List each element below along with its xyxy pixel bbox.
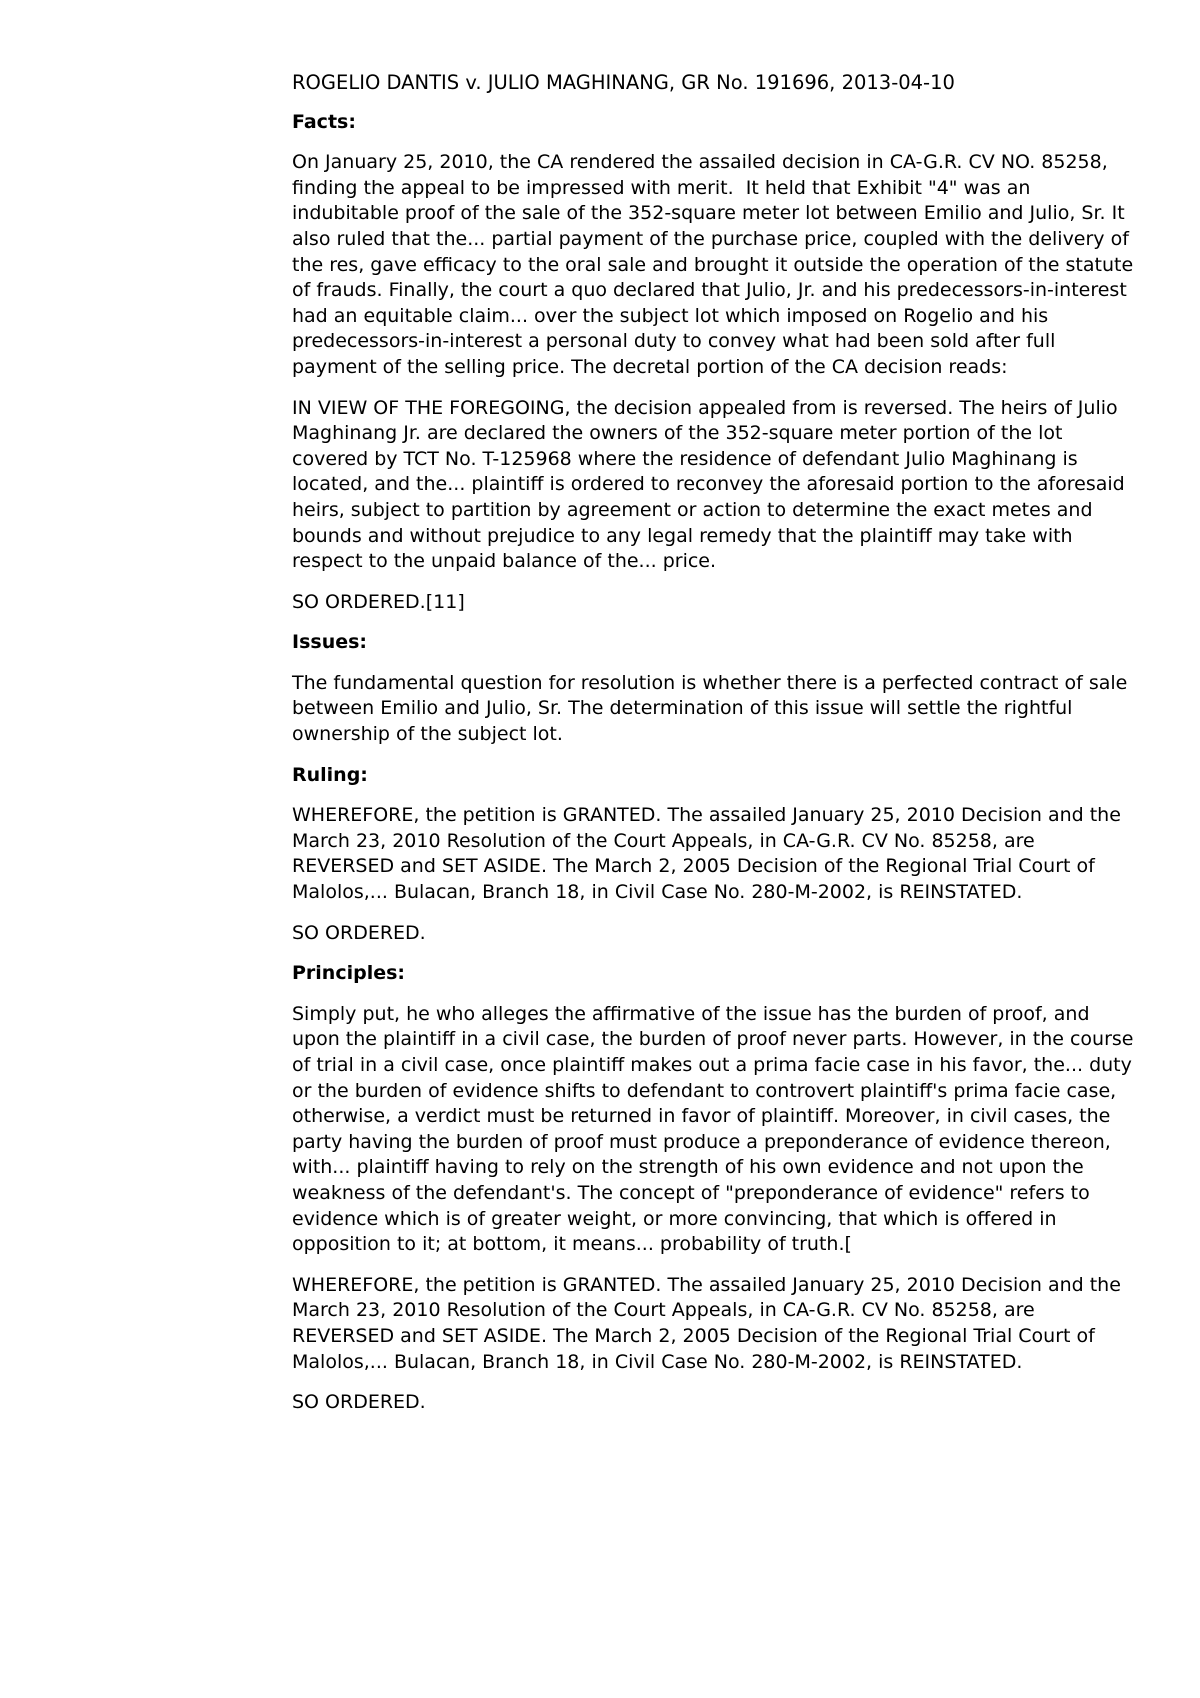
facts-paragraph-1: On January 25, 2010, the CA rendered the assailed decision in CA-G.R. CV NO. 85258, finding the appeal to be impressed with merit. It held that Exhibit "4" was an indubitable proof of the sale of the 352-square meter lot between Emilio and Julio, Sr. It also ruled that the... partial payment of the purchase price, coupled with the delivery of the res, gave efficacy to the oral sale and brought it outside the operation of the statute of frauds. Finally, the court a quo declared that Julio, Jr. and his predecessors-in-interest had an equitable claim... over the subject lot which imposed on Rogelio and his predecessors-in-interest a personal duty to convey what had been sold after full payment of the selling price. The decretal portion of the CA decision reads: xyxy=(292,151,1140,378)
facts-paragraph-2: IN VIEW OF THE FOREGOING, the decision appealed from is reversed. The heirs of Julio Maghinang Jr. are declared the owners of the 352-square meter portion of the lot covered by TCT No. T-125968 where the residence of defendant Julio Maghinang is located, and the... plaintiff is ordered to reconvey the aforesaid portion to the aforesaid heirs, subject to partition by agreement or action to determine the exact metes and bounds and without prejudice to any legal remedy that the plaintiff may take with respect to the unpaid balance of the... price. xyxy=(292,396,1131,573)
document-title: ROGELIO DANTIS v. JULIO MAGHINANG, GR No. 191696, 2013-04-10 xyxy=(292,71,955,94)
ruling-heading: Ruling: xyxy=(292,763,368,786)
issues-heading: Issues: xyxy=(292,631,368,654)
principles-heading: Principles: xyxy=(292,962,406,985)
issues-paragraph-1: The fundamental question for resolution is whether there is a perfected contract of sale between Emilio and Julio, Sr. The determination of this issue will settle the rightful ownership of the subject lot. xyxy=(292,671,1134,746)
principles-paragraph-2: WHEREFORE, the petition is GRANTED. The assailed January 25, 2010 Decision and the March 23, 2010 Resolution of the Court Appeals, in CA-G.R. CV No. 85258, are REVERSED and SET ASIDE. The March 2, 2005 Decision of the Regional Trial Court of Malolos,... Bulacan, Branch 18, in Civil Case No. 280-M-2002, is REINSTATED. xyxy=(292,1273,1127,1373)
principles-paragraph-1: Simply put, he who alleges the affirmative of the issue has the burden of proof, and upon the plaintiff in a civil case, the burden of proof never parts. However, in the course of trial in a civil case, once plaintiff makes out a prima facie case in his favor, the... duty or the burden of evidence shifts to defendant to controvert plaintiff's prima facie case, otherwise, a verdict must be returned in favor of plaintiff. Moreover, in civil cases, the party having the burden of proof must produce a preponderance of evidence thereon, with... plaintiff having to rely on the strength of his own evidence and not upon the weakness of the defendant's. The concept of "preponderance of evidence" refers to evidence which is of greater weight, or more convincing, that which is offered in opposition to it; at bottom, it means... probability of truth.[ xyxy=(292,1002,1140,1256)
facts-heading: Facts: xyxy=(292,110,356,133)
facts-paragraph-3: SO ORDERED.[11] xyxy=(292,590,465,613)
principles-paragraph-3: SO ORDERED. xyxy=(292,1391,426,1414)
ruling-paragraph-2: SO ORDERED. xyxy=(292,921,426,944)
ruling-paragraph-1: WHEREFORE, the petition is GRANTED. The assailed January 25, 2010 Decision and the March 23, 2010 Resolution of the Court Appeals, in CA-G.R. CV No. 85258, are REVERSED and SET ASIDE. The March 2, 2005 Decision of the Regional Trial Court of Malolos,... Bulacan, Branch 18, in Civil Case No. 280-M-2002, is REINSTATED. xyxy=(292,804,1127,904)
document-page xyxy=(292,70,1142,1431)
